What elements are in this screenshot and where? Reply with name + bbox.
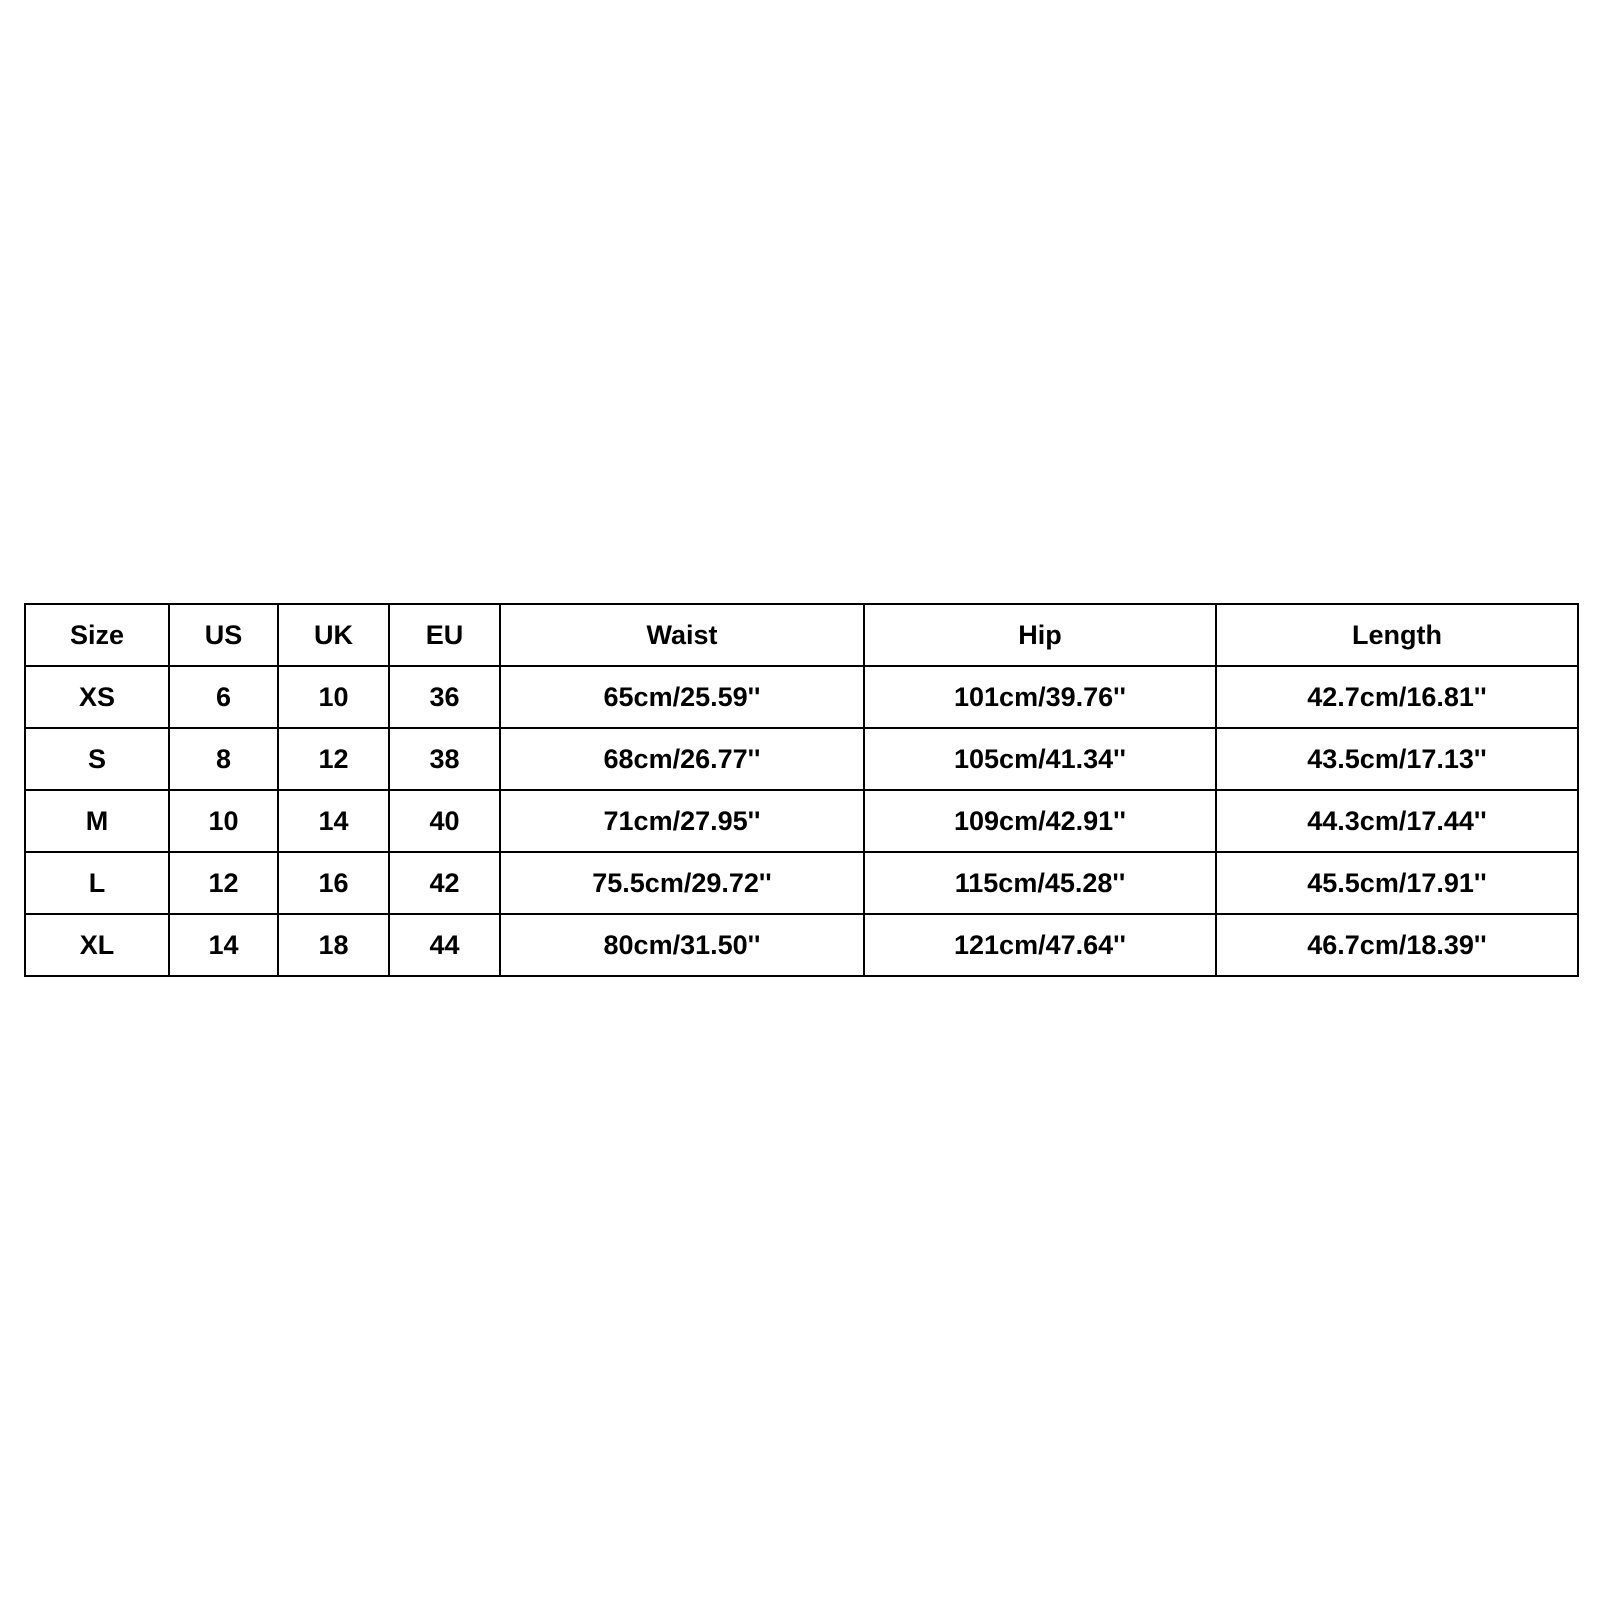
size-chart-table xyxy=(24,603,1579,977)
cell-hip: 121cm/47.64'' xyxy=(864,914,1216,976)
header-eu: EU xyxy=(389,604,500,666)
cell-waist: 65cm/25.59'' xyxy=(500,666,864,728)
header-size: Size xyxy=(25,604,169,666)
cell-uk: 16 xyxy=(278,852,389,914)
cell-length: 45.5cm/17.91'' xyxy=(1216,852,1578,914)
cell-hip: 105cm/41.34'' xyxy=(864,728,1216,790)
cell-uk: 14 xyxy=(278,790,389,852)
cell-waist: 68cm/26.77'' xyxy=(500,728,864,790)
cell-eu: 36 xyxy=(389,666,500,728)
cell-us: 12 xyxy=(169,852,278,914)
cell-size: L xyxy=(25,852,169,914)
cell-waist: 80cm/31.50'' xyxy=(500,914,864,976)
cell-eu: 42 xyxy=(389,852,500,914)
header-hip: Hip xyxy=(864,604,1216,666)
header-waist: Waist xyxy=(500,604,864,666)
cell-size: M xyxy=(25,790,169,852)
cell-uk: 10 xyxy=(278,666,389,728)
cell-size: XL xyxy=(25,914,169,976)
cell-eu: 38 xyxy=(389,728,500,790)
header-uk: UK xyxy=(278,604,389,666)
cell-waist: 71cm/27.95'' xyxy=(500,790,864,852)
cell-eu: 40 xyxy=(389,790,500,852)
cell-eu: 44 xyxy=(389,914,500,976)
cell-uk: 12 xyxy=(278,728,389,790)
cell-length: 44.3cm/17.44'' xyxy=(1216,790,1578,852)
table-row xyxy=(25,914,1578,976)
cell-size: S xyxy=(25,728,169,790)
cell-length: 43.5cm/17.13'' xyxy=(1216,728,1578,790)
cell-size: XS xyxy=(25,666,169,728)
cell-hip: 109cm/42.91'' xyxy=(864,790,1216,852)
cell-us: 10 xyxy=(169,790,278,852)
cell-hip: 101cm/39.76'' xyxy=(864,666,1216,728)
table-row xyxy=(25,728,1578,790)
table-row xyxy=(25,790,1578,852)
cell-us: 8 xyxy=(169,728,278,790)
cell-length: 46.7cm/18.39'' xyxy=(1216,914,1578,976)
cell-uk: 18 xyxy=(278,914,389,976)
header-row xyxy=(25,604,1578,666)
cell-length: 42.7cm/16.81'' xyxy=(1216,666,1578,728)
header-length: Length xyxy=(1216,604,1578,666)
table-row xyxy=(25,666,1578,728)
cell-waist: 75.5cm/29.72'' xyxy=(500,852,864,914)
cell-us: 6 xyxy=(169,666,278,728)
cell-hip: 115cm/45.28'' xyxy=(864,852,1216,914)
cell-us: 14 xyxy=(169,914,278,976)
table-row xyxy=(25,852,1578,914)
header-us: US xyxy=(169,604,278,666)
